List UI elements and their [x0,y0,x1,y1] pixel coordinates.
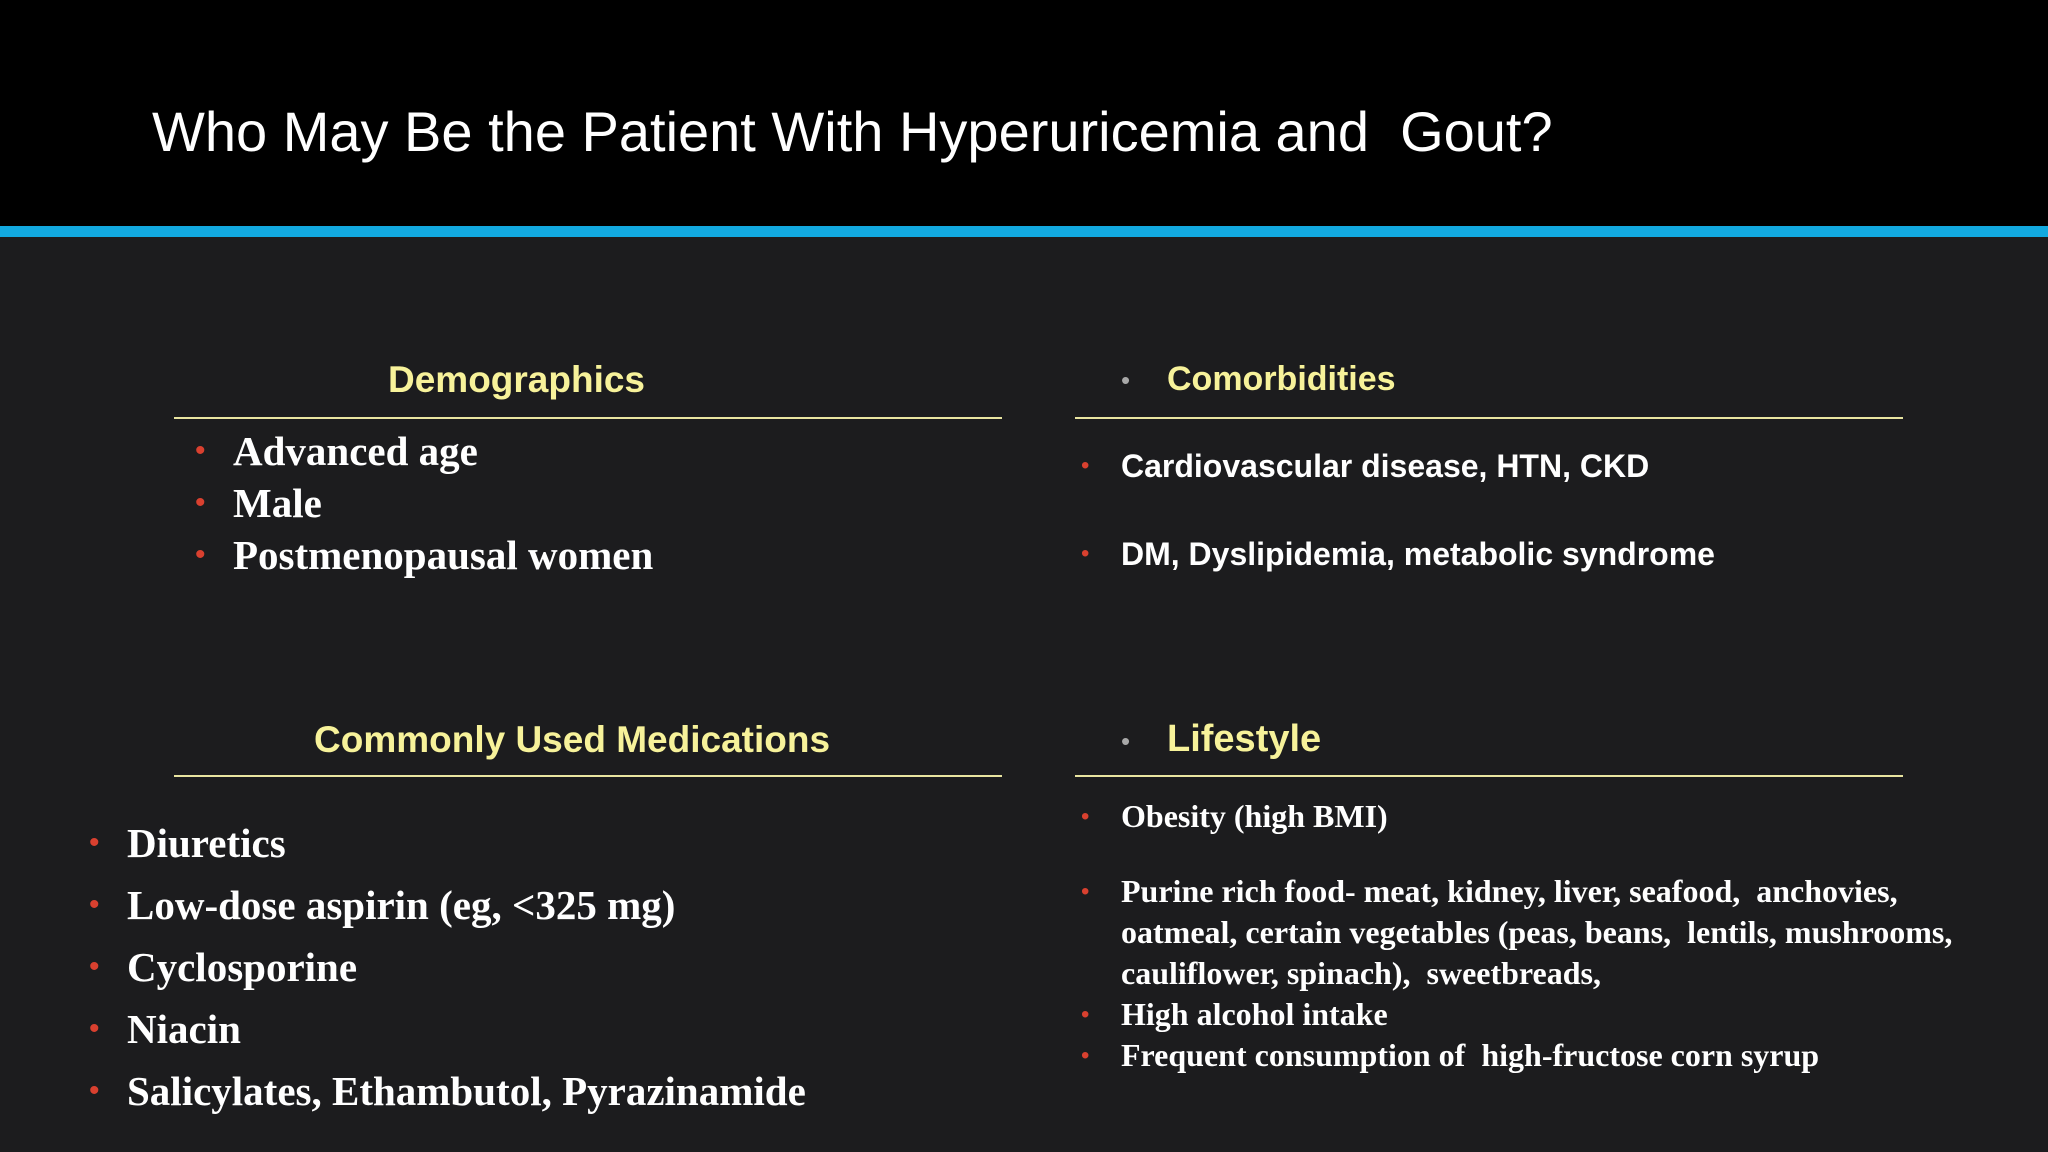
list-item: • Advanced age [233,425,653,477]
bullet-icon: • [1081,878,1090,905]
lifestyle-heading: Lifestyle [1167,718,1322,760]
comorbidities-heading: Comorbidities [1167,360,1396,398]
lifestyle-rule [1075,775,1903,777]
list-item: • Niacin [127,998,806,1060]
list-item: • DM, Dyslipidemia, metabolic syndrome [1121,531,1715,577]
bullet-icon: • [1081,1042,1090,1069]
list-item: • Frequent consumption of high-fructose corn syrup [1121,1035,1952,1076]
bullet-icon: • [89,1012,100,1045]
bullet-icon: • [1081,540,1090,567]
bullet-icon: • [89,1074,100,1107]
list-item: • Male [233,477,653,529]
bullet-icon: • [89,826,100,859]
medications-rule [174,775,1002,777]
accent-bar [0,226,2048,237]
bullet-icon: • [195,538,206,571]
medications-list [89,812,806,1122]
list-item: • High alcohol intake [1121,994,1952,1035]
slide-title: Who May Be the Patient With Hyperuricemia and Gout? [152,100,1553,163]
list-item: • Cardiovascular disease, HTN, CKD [1121,443,1715,489]
bullet-icon: • [195,486,206,519]
list-item: • Obesity (high BMI) [1121,796,1952,837]
bullet-icon: • [195,434,206,467]
demographics-heading: Demographics [388,359,646,400]
comorbidities-heading-bullet-icon: • [1121,365,1131,395]
lifestyle-heading-bullet-icon: • [1121,726,1131,756]
list-item: • Cyclosporine [127,936,806,998]
lifestyle-list [1081,796,1953,1076]
demographics-list [195,425,654,581]
demographics-rule [174,417,1002,419]
list-item: • Postmenopausal women [233,529,653,581]
comorbidities-rule [1075,417,1903,419]
bullet-icon: • [1081,1001,1090,1028]
bullet-icon: • [89,888,100,921]
list-item: • Low-dose aspirin (eg, <325 mg) [127,874,806,936]
bullet-icon: • [1081,803,1090,830]
comorbidities-list [1081,443,1715,619]
slide-header [0,0,2048,226]
medications-heading: Commonly Used Medications [314,719,831,760]
bullet-icon: • [1081,452,1090,479]
list-item: • Salicylates, Ethambutol, Pyrazinamide [127,1060,806,1122]
list-item: • Diuretics [127,812,806,874]
bullet-icon: • [89,950,100,983]
list-item: • Purine rich food- meat, kidney, liver, seafood, anchovies, oatmeal, certain vegetables (peas, beans, lentils, mushrooms, cauliflower, spinach), sweetbreads, [1081,873,1953,991]
